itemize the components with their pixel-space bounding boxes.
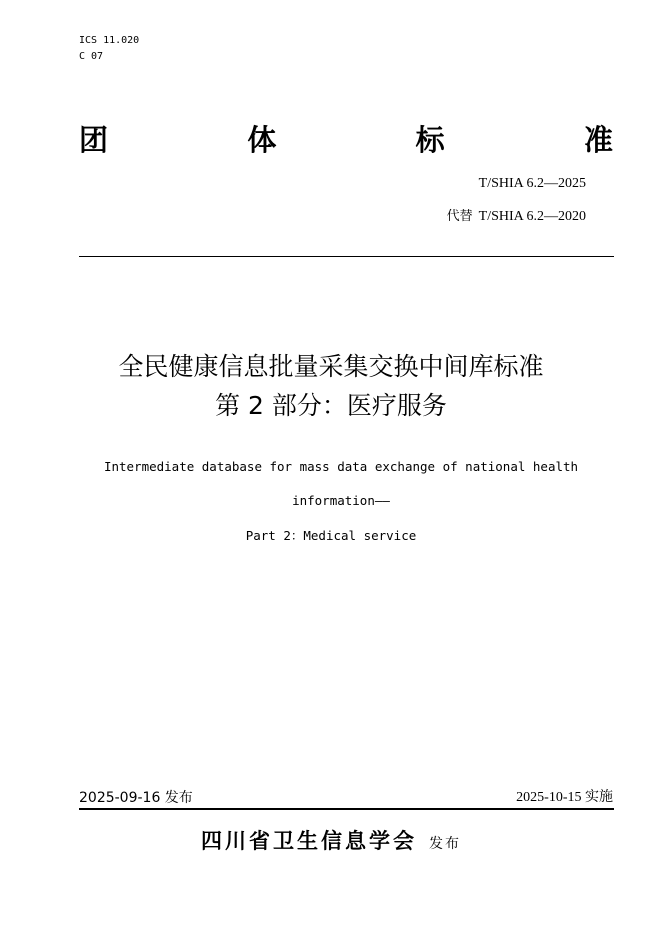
replaces-line xyxy=(447,208,586,226)
chinese-title-line-1: 全民健康信息批量采集交换中间库标准 xyxy=(118,352,544,381)
ics-code: ICS 11.020 xyxy=(79,35,140,46)
replaces-label: 代替 xyxy=(446,209,473,224)
standard-number: T/SHIA 6.2—2025 xyxy=(478,176,586,191)
standard-type-heading xyxy=(79,120,613,160)
english-title-line-3: Part 2：Medical service xyxy=(245,528,417,543)
implementation-date: 2025-10-15 实施 xyxy=(516,790,613,805)
standard-type-char-3: 标 xyxy=(415,123,445,157)
header-divider xyxy=(79,256,614,257)
chinese-title-line-2: 第 2 部分：医疗服务 xyxy=(215,391,447,420)
replaces-number: T/SHIA 6.2—2020 xyxy=(478,209,586,224)
standard-type-char-1: 团 xyxy=(79,123,109,157)
standard-type-char-4: 准 xyxy=(583,123,613,157)
publisher-action: 发布 xyxy=(429,836,461,852)
issue-date: 2025-09-16 发布 xyxy=(79,790,193,806)
footer-divider xyxy=(79,808,614,810)
ccs-code: C 07 xyxy=(79,51,104,62)
standard-type-char-2: 体 xyxy=(247,123,277,157)
publisher-organization: 四川省卫生信息学会 xyxy=(201,829,417,853)
english-title-line-1: Intermediate database for mass data exchange of national health xyxy=(103,459,579,474)
publisher-line xyxy=(0,825,662,860)
english-title-line-2: information—— xyxy=(292,493,390,508)
